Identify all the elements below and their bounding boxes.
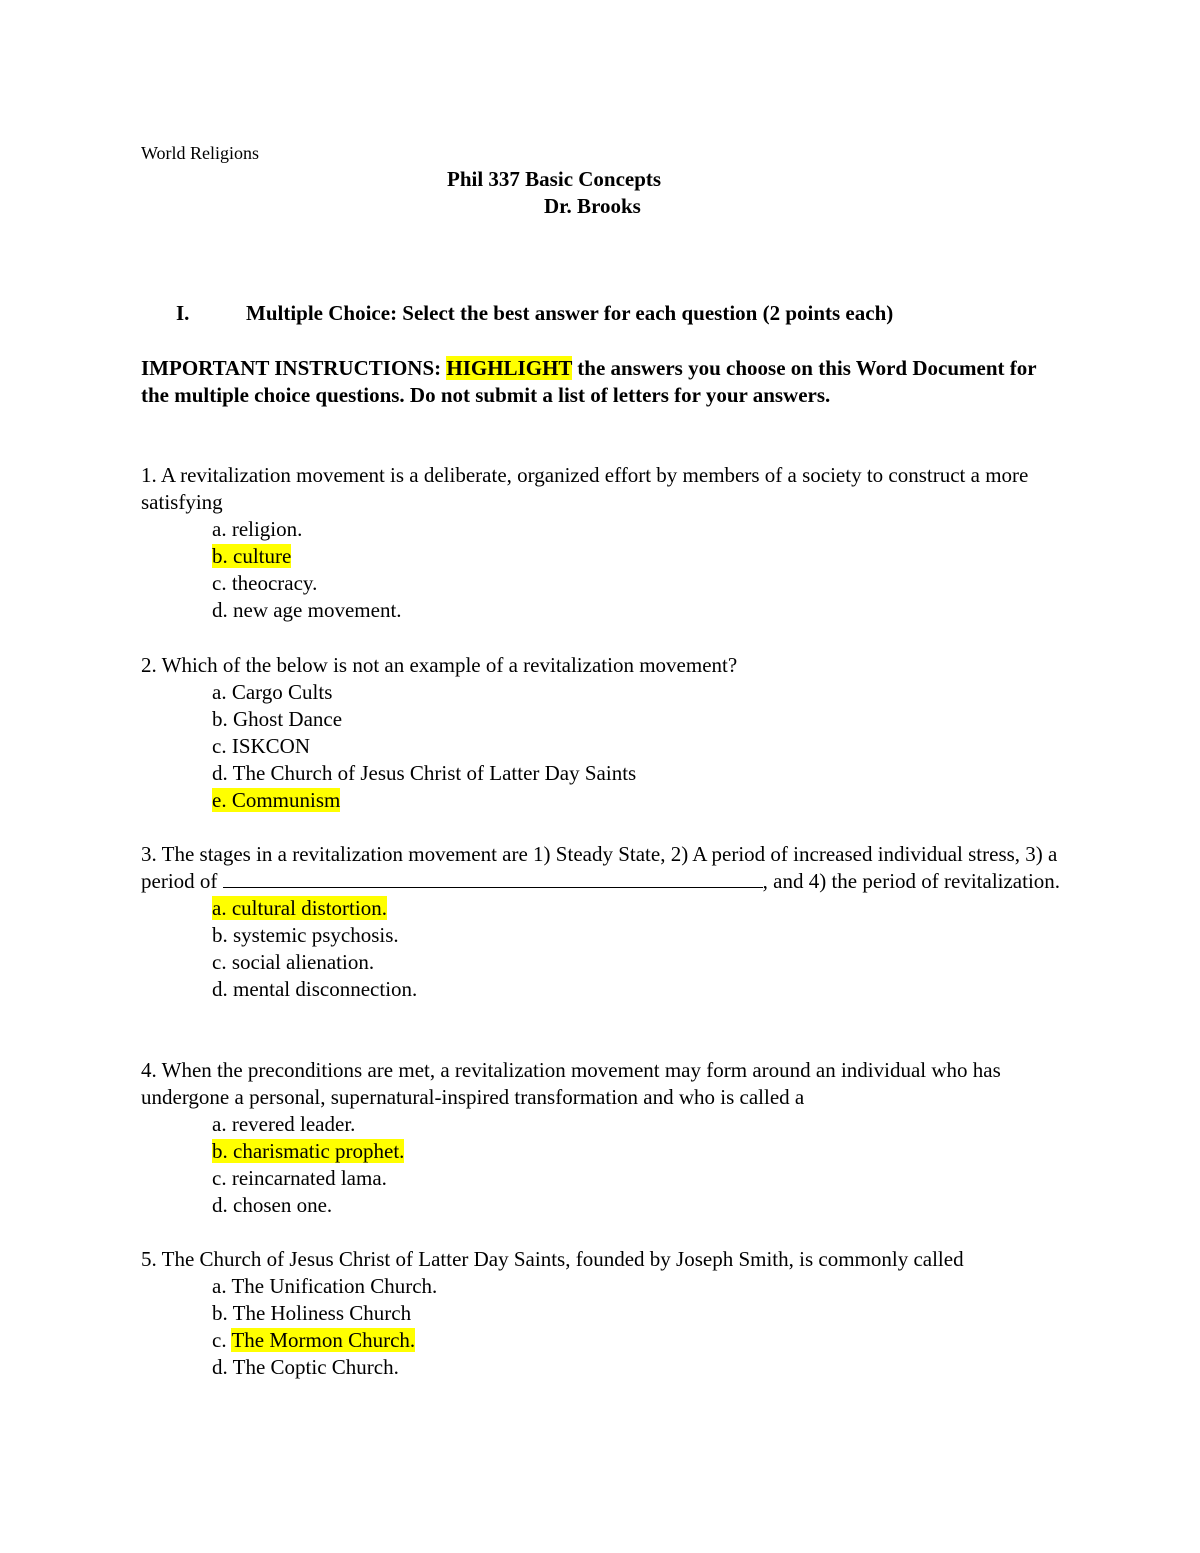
question-2-options xyxy=(141,679,1061,814)
question-5-stem: 5. The Church of Jesus Christ of Latter Day Saints, founded by Joseph Smith, is commonly called xyxy=(141,1247,964,1271)
answer-option[interactable] xyxy=(212,1300,1061,1327)
answer-option-selected[interactable] xyxy=(212,895,1061,922)
question-4-stem: 4. When the preconditions are met, a revitalization movement may form around an individual who has undergone a personal, supernatural-inspired transformation and who is called a xyxy=(141,1058,1001,1109)
document-title: Phil 337 Basic Concepts xyxy=(447,167,662,191)
instructions-rest: the answers you choose on this Word Document for the multiple choice questions. Do not submit a list of letters for your answers. xyxy=(141,356,1037,407)
option-text: b. The Holiness Church xyxy=(212,1301,412,1325)
answer-option[interactable] xyxy=(212,733,1061,760)
question-3-stem-start: 3. The stages in a revitalization movement are 1) Steady State, 2) A period of increased individual stress, 3) a period of xyxy=(141,842,1058,893)
question-2-stem: 2. Which of the below is not an example of a revitalization movement? xyxy=(141,653,738,677)
question-4-options xyxy=(141,1111,1061,1219)
option-text: c. social alienation. xyxy=(212,950,375,974)
answer-option[interactable] xyxy=(212,760,1061,787)
fill-in-blank-line xyxy=(223,869,763,888)
section-title: Multiple Choice: Select the best answer for each question (2 points each) xyxy=(246,301,894,325)
option-text-highlighted: b. charismatic prophet. xyxy=(212,1139,405,1163)
question-3-options xyxy=(141,895,1061,1003)
question-4 xyxy=(141,1057,1061,1219)
answer-option[interactable] xyxy=(212,516,1061,543)
answer-option[interactable] xyxy=(212,1192,1061,1219)
answer-option[interactable] xyxy=(212,570,1061,597)
question-5-options xyxy=(141,1273,1061,1381)
instructor-name: Dr. Brooks xyxy=(544,194,641,218)
course-name: World Religions xyxy=(141,143,260,163)
important-instructions xyxy=(141,355,1041,409)
answer-option[interactable] xyxy=(212,1111,1061,1138)
question-5 xyxy=(141,1246,1061,1381)
option-text-highlighted: b. culture xyxy=(212,544,292,568)
option-text: d. new age movement. xyxy=(212,598,402,622)
question-1-stem: 1. A revitalization movement is a deliberate, organized effort by members of a society to construct a more satisfying xyxy=(141,463,1029,514)
option-text: a. The Unification Church. xyxy=(212,1274,438,1298)
option-text: d. chosen one. xyxy=(212,1193,333,1217)
instructions-highlight-word: HIGHLIGHT xyxy=(446,356,573,380)
option-text: a. Cargo Cults xyxy=(212,680,333,704)
option-text: b. systemic psychosis. xyxy=(212,923,399,947)
answer-option[interactable] xyxy=(212,706,1061,733)
section-number: I. xyxy=(176,301,190,325)
option-text-highlighted: The Mormon Church. xyxy=(231,1328,416,1352)
question-3-stem xyxy=(141,841,1061,895)
answer-option[interactable] xyxy=(212,949,1061,976)
answer-option[interactable] xyxy=(212,1273,1061,1300)
answer-option[interactable] xyxy=(212,597,1061,624)
option-text: a. revered leader. xyxy=(212,1112,356,1136)
question-3 xyxy=(141,841,1061,1003)
question-1-options xyxy=(141,516,1061,624)
option-text-highlighted: a. cultural distortion. xyxy=(212,896,387,920)
option-text: b. Ghost Dance xyxy=(212,707,343,731)
answer-option[interactable] xyxy=(212,1354,1061,1381)
option-text: c. ISKCON xyxy=(212,734,310,758)
answer-option[interactable] xyxy=(212,976,1061,1003)
answer-option-selected[interactable] xyxy=(212,787,1061,814)
option-text: d. mental disconnection. xyxy=(212,977,418,1001)
answer-option[interactable] xyxy=(212,1165,1061,1192)
question-2 xyxy=(141,652,1061,814)
answer-option-selected[interactable] xyxy=(212,543,1061,570)
option-text: d. The Church of Jesus Christ of Latter Day Saints xyxy=(212,761,637,785)
answer-option-selected[interactable] xyxy=(212,1138,1061,1165)
option-text: a. religion. xyxy=(212,517,303,541)
answer-option[interactable] xyxy=(212,679,1061,706)
option-text-highlighted: e. Communism xyxy=(212,788,341,812)
answer-option-selected[interactable] xyxy=(212,1327,1061,1354)
question-3-stem-end: , and 4) the period of revitalization. xyxy=(762,869,1061,893)
option-text: d. The Coptic Church. xyxy=(212,1355,399,1379)
answer-option[interactable] xyxy=(212,922,1061,949)
option-text: c. reincarnated lama. xyxy=(212,1166,387,1190)
option-text: c. theocracy. xyxy=(212,571,318,595)
question-1 xyxy=(141,462,1061,624)
option-letter: c. xyxy=(212,1328,232,1352)
instructions-lead: IMPORTANT INSTRUCTIONS: xyxy=(141,356,447,380)
section-heading xyxy=(176,300,893,326)
